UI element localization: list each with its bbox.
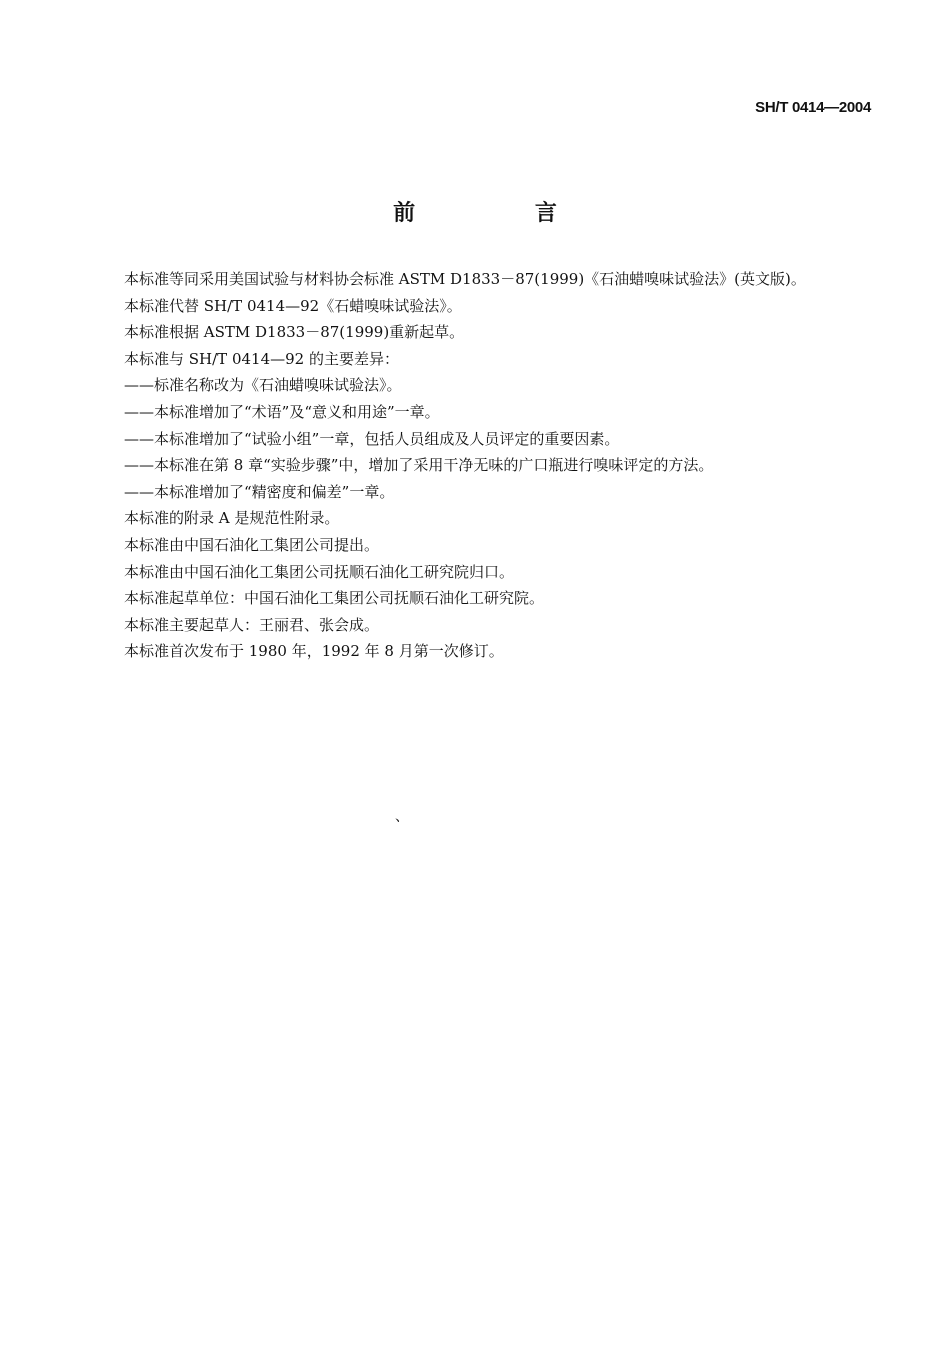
paragraph-drafting-unit: 本标准起草单位：中国石油化工集团公司抚顺石油化工研究院。 [124, 589, 545, 608]
foreword-body [124, 266, 884, 665]
standard-code: SH/T 0414—2004 [755, 99, 871, 116]
paragraph-proposer: 本标准由中国石油化工集团公司提出。 [124, 535, 380, 554]
paragraph-drafters: 本标准主要起草人：王丽君、张会成。 [124, 615, 380, 634]
difference-item-name: ——标准名称改为《石油蜡嗅味试验法》。 [124, 376, 402, 395]
paragraph-replaces: 本标准代替 SH/T 0414—92《石蜡嗅味试验法》。 [124, 296, 462, 315]
paragraph-annex: 本标准的附录 A 是规范性附录。 [124, 509, 340, 528]
difference-item-precision: ——本标准增加了“精密度和偏差”一章。 [124, 482, 395, 501]
paragraph-redrafted: 本标准根据 ASTM D1833－87(1999)重新起草。 [124, 323, 465, 342]
difference-item-terms: ——本标准增加了“术语”及“意义和用途”一章。 [124, 402, 440, 421]
paragraph-adoption: 本标准等同采用美国试验与材料协会标准 ASTM D1833－87(1999)《石油蜡嗅味试验法》(英文版)。 [124, 270, 806, 288]
paragraph-centralizer: 本标准由中国石油化工集团公司抚顺石油化工研究院归口。 [124, 562, 515, 581]
paragraph-differences-intro: 本标准与 SH/T 0414—92 的主要差异： [124, 349, 399, 368]
page-title: 前 言 [393, 201, 613, 226]
difference-item-panel: ——本标准增加了“试验小组”一章，包括人员组成及人员评定的重要因素。 [124, 429, 620, 448]
stray-mark: 、 [395, 809, 409, 825]
difference-item-procedure: ——本标准在第 8 章“实验步骤”中，增加了采用干净无味的广口瓶进行嗅味评定的方法。 [124, 456, 714, 475]
paragraph-history: 本标准首次发布于 1980 年，1992 年 8 月第一次修订。 [124, 642, 504, 661]
